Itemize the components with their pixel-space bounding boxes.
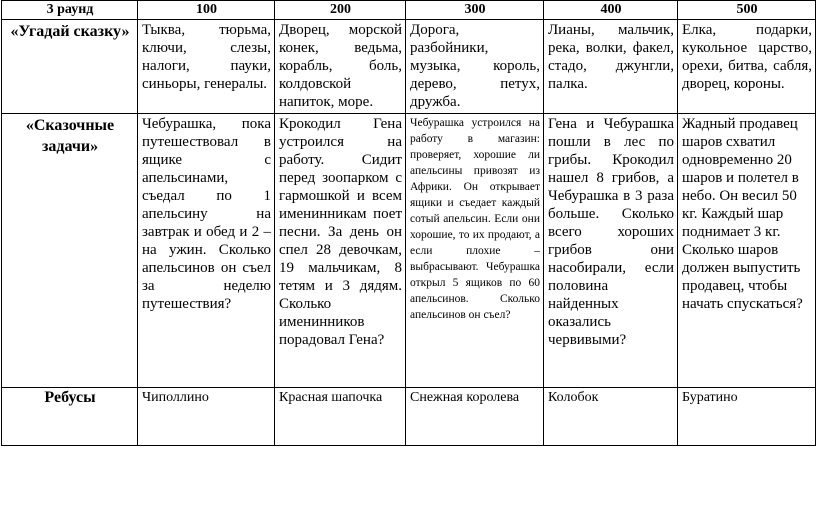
table-row — [2, 19, 816, 114]
table-row — [2, 388, 816, 446]
cell-rebus-400: Колобок — [544, 388, 678, 446]
cell-rebus-300: Снежная королева — [406, 388, 544, 446]
cell-guess-400: Лианы, мальчик, река, волки, факел, стадо, джунгли, палка. — [544, 19, 678, 114]
cell-task-300: Чебурашка устроился на работу в магазин: проверяет, хорошие ли апельсины привозят из Африки. Он открывает ящики и съедает каждый сотый апельсин. Если они хорошие, то их продают, а если плохие – выбрасывают. Чебурашка открыл 5 ящиков по 60 апельсинов. Сколько апельсинов он съел? — [406, 114, 544, 388]
cell-guess-200: Дворец, морской конек, ведьма, корабль, боль, колдовской напиток, море. — [275, 19, 406, 114]
cell-task-400: Гена и Чебурашка пошли в лес по грибы. Крокодил нашел 8 грибов, а Чебурашка в 3 раза больше. Сколько всего хороших грибов они насобирали, если половина найденных оказались червивыми? — [544, 114, 678, 388]
cell-rebus-500: Буратино — [678, 388, 816, 446]
category-guess-tale: «Угадай сказку» — [2, 19, 138, 114]
cell-guess-300: Дорога, разбойники, музыка, король, дерево, петух, дружба. — [406, 19, 544, 114]
category-fairy-tasks: «Сказочные задачи» — [2, 114, 138, 388]
table-row — [2, 114, 816, 388]
game-table — [1, 0, 816, 446]
round-label: 3 раунд — [2, 1, 138, 20]
header-row — [2, 1, 816, 20]
cell-task-200: Крокодил Гена устроился на работу. Сидит перед зоопарком с гармошкой и всем именинникам поет песни. За день он спел 28 девочкам, 19 мальчикам, 8 тетям и 3 дядям. Сколько именинников порадовал Гена? — [275, 114, 406, 388]
category-rebuses: Ребусы — [2, 388, 138, 446]
points-500: 500 — [678, 1, 816, 20]
cell-guess-100: Тыква, тюрьма, ключи, слезы, налоги, пауки, синьоры, генералы. — [138, 19, 275, 114]
points-300: 300 — [406, 1, 544, 20]
points-400: 400 — [544, 1, 678, 20]
cell-guess-500: Елка, подарки, кукольное царство, орехи, битва, сабля, дворец, короны. — [678, 19, 816, 114]
points-100: 100 — [138, 1, 275, 20]
cell-rebus-200: Красная шапочка — [275, 388, 406, 446]
cell-task-100: Чебурашка, пока путешествовал в ящике с апельсинами, съедал по 1 апельсину на завтрак и обед и 2 – на ужин. Сколько апельсинов он съел за неделю путешествия? — [138, 114, 275, 388]
cell-rebus-100: Чиполлино — [138, 388, 275, 446]
points-200: 200 — [275, 1, 406, 20]
cell-task-500: Жадный продавец шаров схватил одновременно 20 шаров и полетел в небо. Он весил 50 кг. Каждый шар поднимает 3 кг. Сколько шаров должен выпустить продавец, чтобы начать спускаться? — [678, 114, 816, 388]
